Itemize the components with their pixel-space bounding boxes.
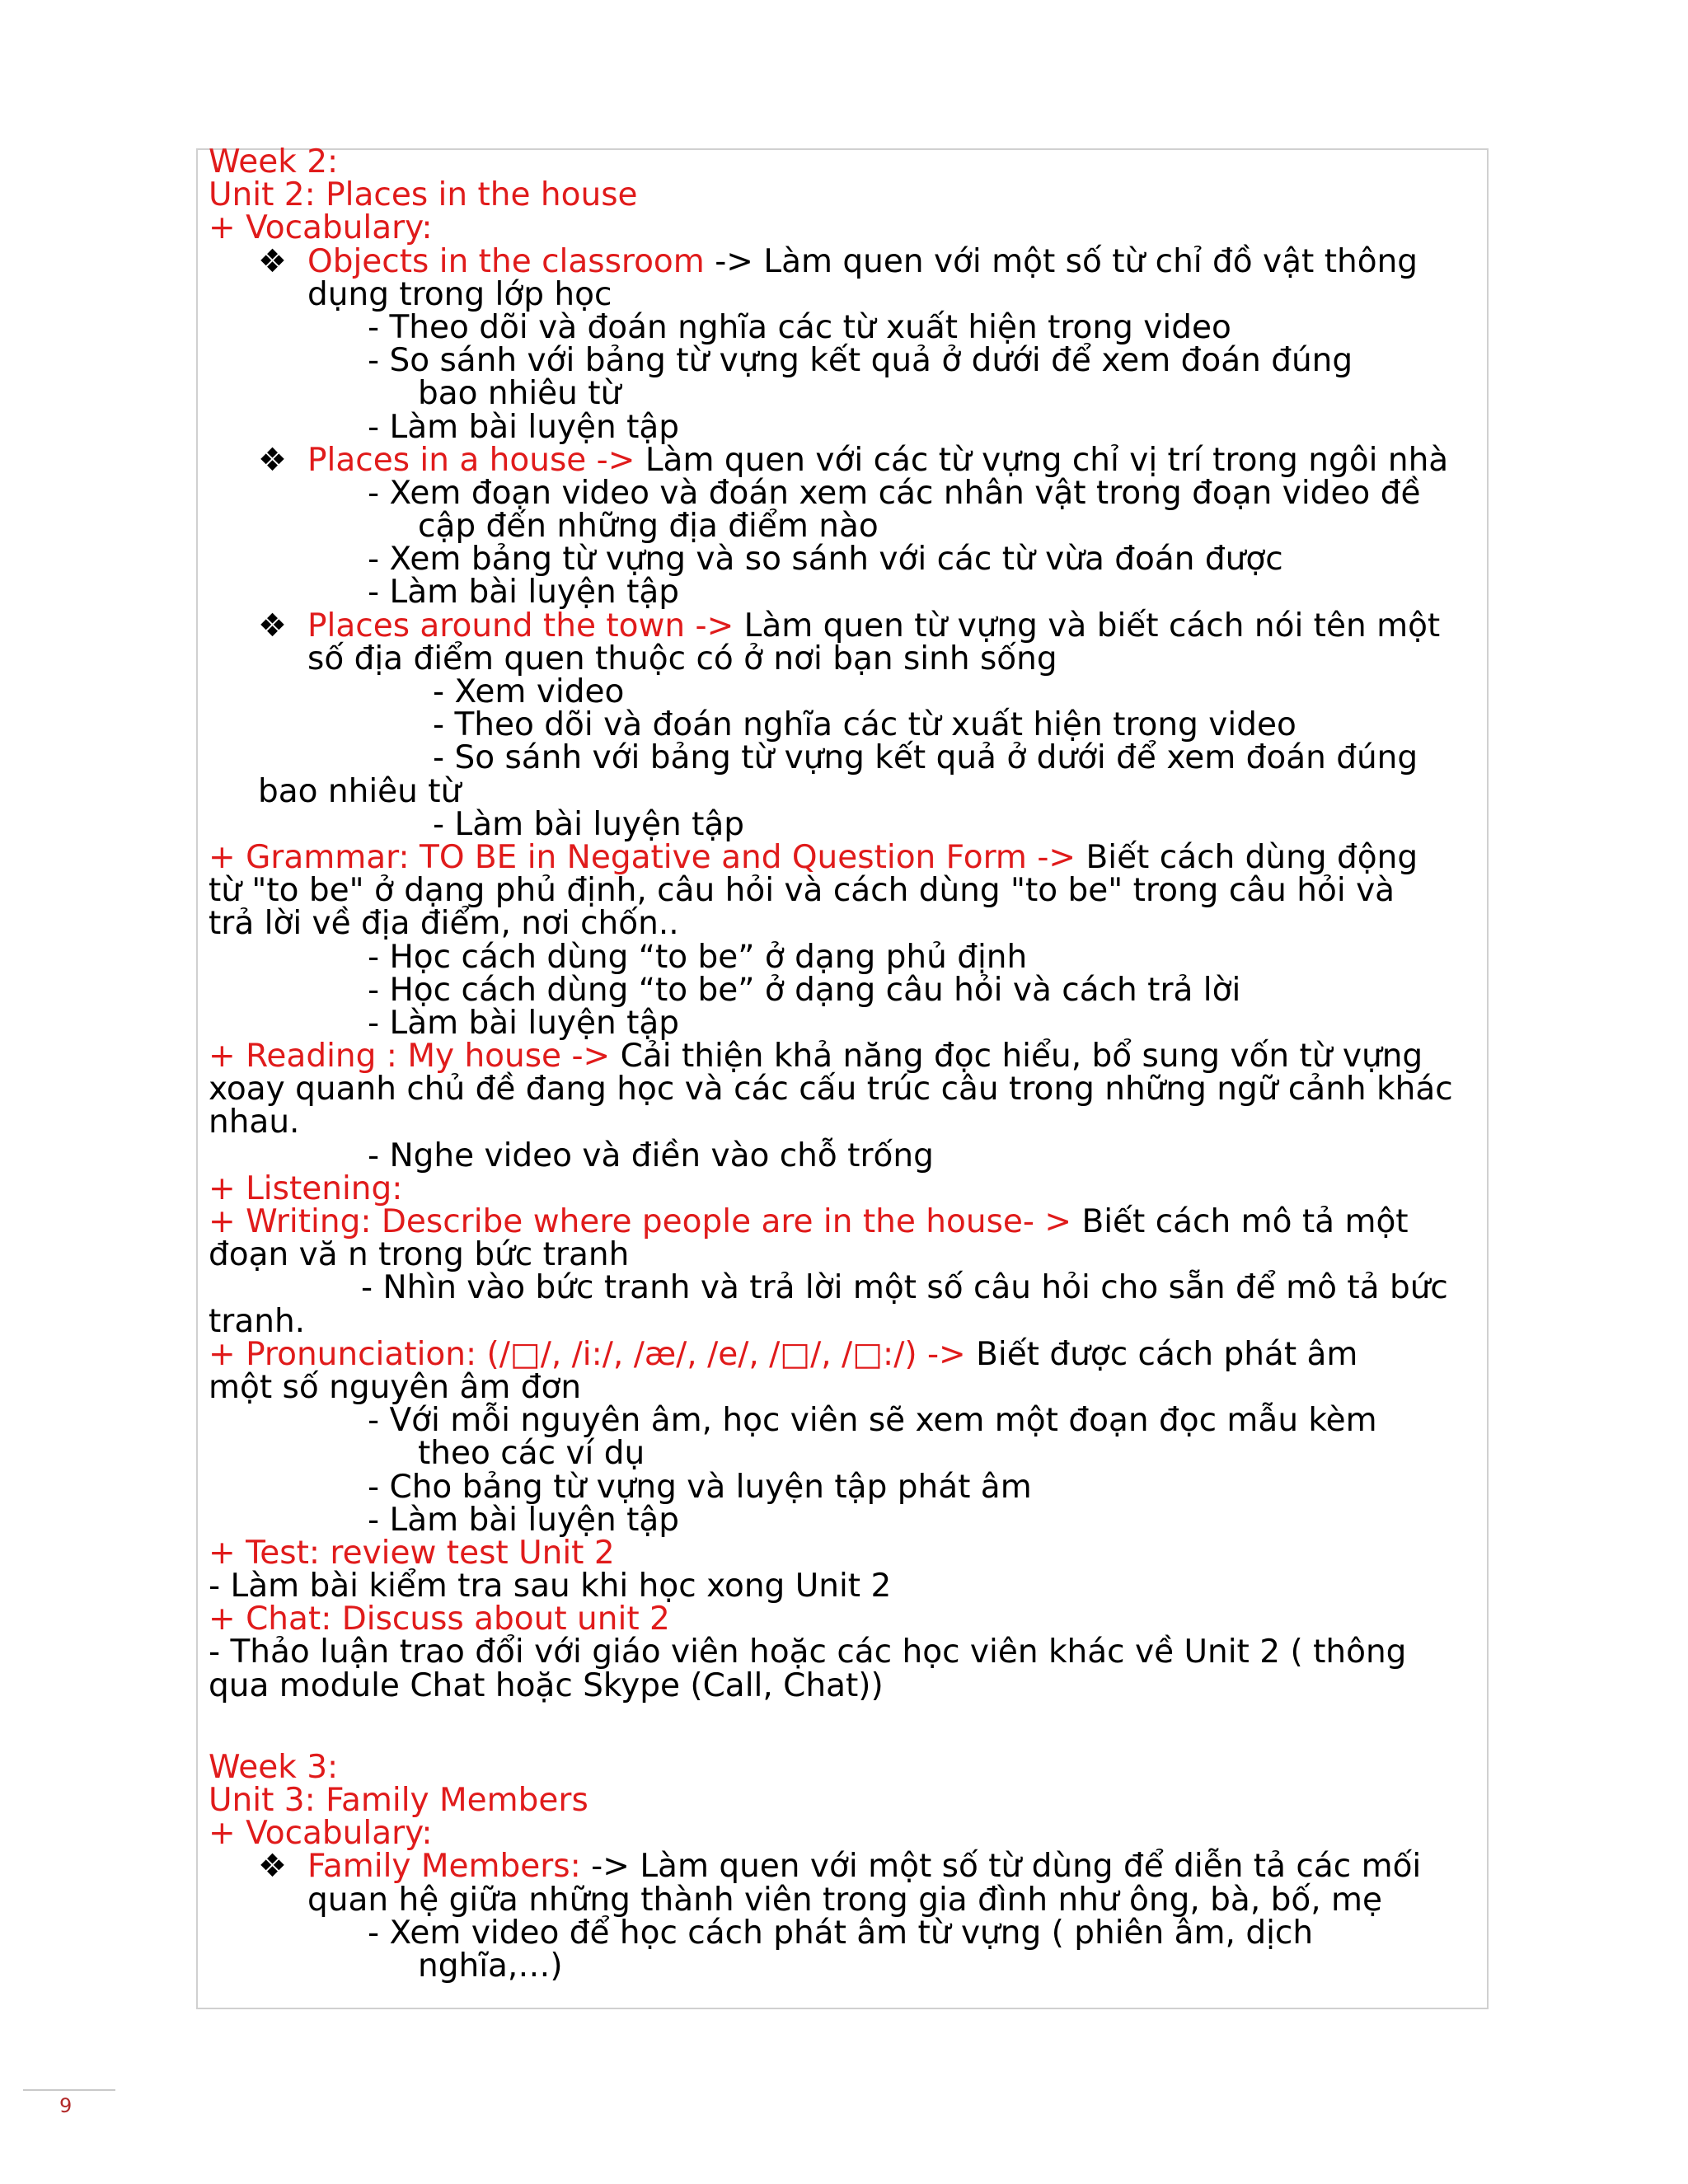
- text-line: một số nguyên âm đơn: [209, 1368, 582, 1406]
- text-line: theo các ví dụ: [418, 1435, 645, 1473]
- list-item: - Nghe video và điền vào chỗ trống: [368, 1137, 934, 1174]
- diamond-bullet-icon: ❖: [258, 441, 287, 479]
- unit-title: Unit 3: Family Members: [209, 1782, 588, 1819]
- section-desc: Biết cách dùng động: [1076, 838, 1418, 876]
- text-line: bao nhiêu từ: [258, 772, 462, 810]
- section-desc: Cải thiện khả năng đọc hiểu, bổ sung vốn từ vựng: [610, 1038, 1423, 1076]
- section-writing: [209, 1203, 1490, 1240]
- list-item: - So sánh với bảng từ vựng kết quả ở dưới để xem đoán đúng: [433, 739, 1418, 777]
- list-item: - Làm bài luyện tập: [433, 805, 745, 843]
- list-item: - Xem bảng từ vựng và so sánh với các từ vừa đoán được: [368, 541, 1283, 579]
- vocab-item-family: [209, 1848, 1490, 1886]
- document-body: [209, 143, 1490, 1985]
- list-item: - Làm bài luyện tập: [368, 1501, 680, 1539]
- list-item: - Làm bài luyện tập: [368, 1004, 680, 1042]
- week-heading: Week 3:: [209, 1748, 339, 1786]
- text-line: tranh.: [209, 1302, 306, 1340]
- text-line: cập đến những địa điểm nào: [418, 508, 879, 546]
- list-item: - Xem đoạn video và đoán xem các nhân vật trong đoạn video đề: [368, 474, 1421, 512]
- text-line: số địa điểm quen thuộc có ở nơi bạn sinh sống: [307, 640, 1057, 677]
- vocab-topic-title: Places around the town ->: [307, 607, 734, 644]
- section-grammar: [209, 838, 1490, 876]
- section-desc: Biết cách mô tả một: [1071, 1203, 1409, 1240]
- list-item: - Theo dõi và đoán nghĩa các từ xuất hiện trong video: [433, 706, 1296, 744]
- text-line: đoạn vă n trong bức tranh: [209, 1236, 630, 1274]
- vocab-topic-title: Places in a house ->: [307, 441, 635, 479]
- text-line: quan hệ giữa những thành viên trong gia đình như ông, bà, bố, mẹ: [307, 1881, 1383, 1919]
- text-line: - Làm bài kiểm tra sau khi học xong Unit 2: [209, 1568, 892, 1605]
- section-title: + Pronunciation: (/□/, /i:/, /æ/, /e/, /□/, /□:/) ->: [209, 1335, 966, 1373]
- text-line: bao nhiêu từ: [418, 375, 621, 413]
- list-item: - Nhìn vào bức tranh và trả lời một số câu hỏi cho sẵn để mô tả bức: [361, 1269, 1448, 1307]
- diamond-bullet-icon: ❖: [258, 1848, 287, 1886]
- diamond-bullet-icon: ❖: [258, 607, 287, 644]
- list-item: - Với mỗi nguyên âm, học viên sẽ xem một đoạn đọc mẫu kèm: [368, 1402, 1377, 1440]
- vocab-item-objects: [209, 242, 1490, 280]
- list-item: - Xem video: [433, 673, 625, 710]
- list-item: - Làm bài luyện tập: [368, 574, 680, 612]
- list-item: - Theo dõi và đoán nghĩa các từ xuất hiện trong video: [368, 308, 1231, 346]
- section-pronunciation: [209, 1335, 1490, 1373]
- vocab-topic-desc: -> Làm quen với một số từ chỉ đồ vật thông: [704, 242, 1418, 280]
- vocab-topic-title: Family Members:: [307, 1848, 581, 1886]
- section-listening: + Listening:: [209, 1169, 403, 1207]
- section-title: + Grammar: TO BE in Negative and Question Form ->: [209, 838, 1076, 876]
- text-line: nghĩa,…): [418, 1947, 563, 1985]
- text-line: qua module Chat hoặc Skype (Call, Chat)): [209, 1666, 884, 1704]
- week-heading: Week 2:: [209, 143, 339, 180]
- list-item: - Làm bài luyện tập: [368, 408, 680, 446]
- vocab-item-town: [209, 607, 1490, 644]
- section-title: + Reading : My house ->: [209, 1038, 611, 1076]
- section-chat: + Chat: Discuss about unit 2: [209, 1601, 670, 1638]
- text-line: trả lời về địa điểm, nơi chốn..: [209, 905, 679, 943]
- vocab-topic-title: Objects in the classroom: [307, 242, 705, 280]
- section-vocabulary: + Vocabulary:: [209, 209, 433, 247]
- text-line: từ "to be" ở dạng phủ định, câu hỏi và cách dùng "to be" trong câu hỏi và: [209, 872, 1395, 910]
- text-line: xoay quanh chủ đề đang học và các cấu trúc câu trong những ngữ cảnh khác: [209, 1071, 1453, 1108]
- section-desc: Biết được cách phát âm: [965, 1335, 1358, 1373]
- list-item: - Học cách dùng “to be” ở dạng phủ định: [368, 938, 1028, 976]
- vocab-item-house: [209, 441, 1490, 479]
- list-item: - Xem video để học cách phát âm từ vựng ( phiên âm, dịch: [368, 1914, 1314, 1952]
- text-line: nhau.: [209, 1104, 300, 1141]
- text-line: dụng trong lớp học: [307, 275, 612, 313]
- spacer: [209, 1703, 1490, 1751]
- diamond-bullet-icon: ❖: [258, 242, 287, 280]
- vocab-topic-desc: Làm quen từ vựng và biết cách nói tên một: [734, 607, 1441, 644]
- footer-rule: [23, 2089, 115, 2091]
- section-test: + Test: review test Unit 2: [209, 1534, 615, 1572]
- vocab-topic-desc: -> Làm quen với một số từ dùng để diễn tả các mối: [580, 1848, 1422, 1886]
- unit-title: Unit 2: Places in the house: [209, 176, 638, 214]
- vocab-topic-desc: Làm quen với các từ vựng chỉ vị trí trong ngôi nhà: [635, 441, 1449, 479]
- list-item: - So sánh với bảng từ vựng kết quả ở dưới để xem đoán đúng: [368, 342, 1353, 380]
- text-line: - Thảo luận trao đổi với giáo viên hoặc các học viên khác về Unit 2 ( thông: [209, 1633, 1407, 1671]
- list-item: - Cho bảng từ vựng và luyện tập phát âm: [368, 1468, 1032, 1506]
- list-item: - Học cách dùng “to be” ở dạng câu hỏi và cách trả lời: [368, 971, 1241, 1009]
- section-vocabulary: + Vocabulary:: [209, 1815, 433, 1853]
- section-reading: [209, 1038, 1490, 1076]
- page-number: 9: [59, 2094, 73, 2117]
- section-title: + Writing: Describe where people are in the house- >: [209, 1203, 1072, 1240]
